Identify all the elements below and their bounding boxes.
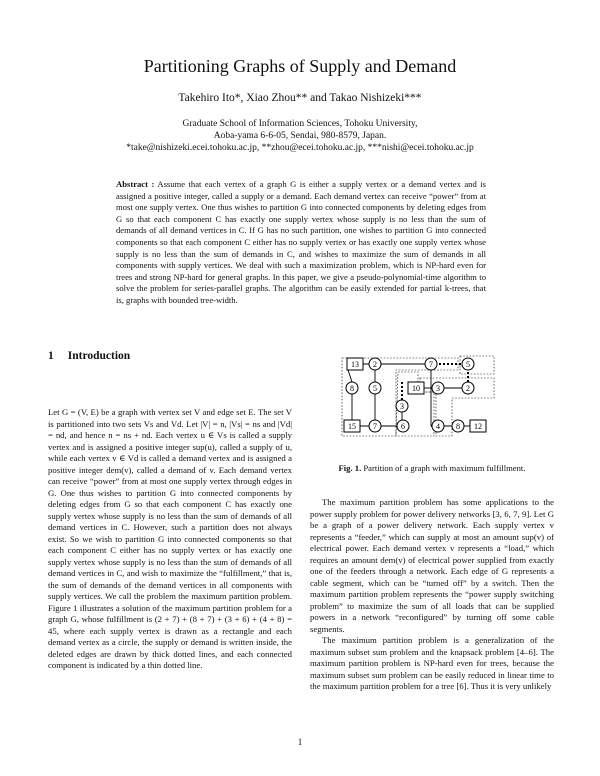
figure-caption [310,463,554,473]
affiliation [0,118,600,154]
affiliation-line-1: Graduate School of Information Sciences, Tohoku University, [182,119,418,129]
paragraph: Let G = (V, E) be a graph with vertex set V and edge set E. The set V is partitioned into two sets Vs and Vd. Let |V| = n, |Vs| = ns and |Vd| = nd, and hence n = ns + nd. Each vertex u ∈ Vs is called a supply vertex and is assigned a positive integer sup(u), called a supply of u, while each vertex v ∈ Vd is called a demand vertex and is assigned a positive integer dem(v), called a demand of v. Each demand vertex can receive “power” from at most one supply vertex through edges in G. One thus wishes to partition G into connected components by deleting edges from G so that each component C has exactly one supply vertex whose supply is no less than the sum of demands of all demand vertices in C. However, such a partition does not always exist. So we wish to partition G into connected components so that each component C either has no supply vertex or has exactly one supply vertex whose supply is no less than the sum of demands of all demand vertices in C, and wish to maximize the “fulfillment,” that is, the sum of demands of the demand vertices in all components with supply vertices. We call the problem the maximum partition problem. Figure 1 illustrates a solution of the maximum partition problem for a graph G, whose fulfillment is (2 + 7) + (8 + 7) + (3 + 6) + (4 + 8) = 45, where each supply vertex is drawn as a rectangle and each demand vertex as a circle, the supply or demand is written inside, the deleted edges are drawn by thick dotted lines, and each connected component is indicated by a thin dotted line. [48,407,292,670]
left-column [48,407,292,672]
right-column [310,497,554,693]
abstract [116,179,486,307]
demand-node-label: 8 [350,384,354,393]
section-heading [48,350,144,362]
section-title: Introduction [67,350,131,362]
demand-node-label: 7 [373,422,377,431]
supply-node-label: 15 [348,422,356,431]
author-list: Takehiro Ito*, Xiao Zhou** and Takao Nishizeki*** [178,92,422,104]
demand-node-label: 3 [436,384,440,393]
paragraph: The maximum partition problem is a generalization of the maximum subset sum problem and the knapsack problem [4–6]. The maximum partition problem is NP-hard even for trees, because the maximum subset sum problem can be easily reduced in linear time to the maximum partition problem for a tree [6]. Thus it is very unlikely [310,635,554,691]
demand-node-label: 2 [466,384,470,393]
demand-node-label: 4 [436,422,440,431]
affiliation-line-2: Aoba-yama 6-6-05, Sendai, 980-8579, Japan. [213,131,387,141]
paper-title: Partitioning Graphs of Supply and Demand [143,56,457,76]
demand-node-label: 8 [456,422,460,431]
supply-node-label: 13 [351,360,359,369]
demand-node-label: 5 [466,360,470,369]
abstract-label: Abstract : [116,179,155,189]
affiliation-emails: *take@nishizeki.ecei.tohoku.ac.jp, **zhou@ecei.tohoku.ac.jp, ***nishi@ecei.tohoku.ac.jp [126,143,474,153]
abstract-text: Assume that each vertex of a graph G is either a supply vertex or a demand vertex and is assigned a positive integer, called a supply or a demand. Each demand vertex can receive “power” from at most one supply vertex. One thus wishes to partition G into connected components by deleting edges from G so that each component C has exactly one supply vertex whose supply is no less than the sum of demands of all demand vertices in C. If G has no such partition, one wishes to partition G into connected components so that each component C either has no supply vertex or has exactly one supply vertex whose supply is no less than the sum of demands in C, and wishes to maximize the sum of demands in all components with supply vertices. We deal with such a maximization problem, which is NP-hard even for trees and strong NP-hard for general graphs. In this paper, we give a pseudo-polynomial-time algorithm to solve the problem for series-parallel graphs. The algorithm can be easily extended for partial k-trees, that is, graphs with bounded tree-width. [116,179,486,305]
page-number: 1 [297,737,303,747]
supply-node-label: 10 [412,384,420,393]
demand-node-label: 5 [373,384,377,393]
caption-text: Partition of a graph with maximum fulfillment. [363,463,526,473]
supply-node-label: 12 [474,422,482,431]
demand-node-label: 6 [401,422,405,431]
demand-node-label: 2 [373,360,377,369]
section-number: 1 [48,350,54,362]
paragraph: The maximum partition problem has some applications to the power supply problem for power delivery networks [3, 6, 7, 9]. Let G be a graph of a power delivery network. Each supply vertex v represents a “feeder,” which can supply at most an amount sup(v) of electrical power. Each demand vertex v represents a “load,” which requires an amount dem(v) of electrical power supplied from exactly one of the feeders through a network. Each edge of G represents a cable segment, which can be “turned off” by a switch. Then the maximum partition problem represents the “power supply switching problem” to maximize the sum of all loads that can be supplied powers in a network “reconfigured” by turning off some cable segments. [310,497,554,634]
figure-1-graph [338,352,498,442]
demand-node-label: 7 [429,360,433,369]
caption-label: Fig. 1. [338,463,362,473]
demand-node-label: 3 [400,402,404,411]
